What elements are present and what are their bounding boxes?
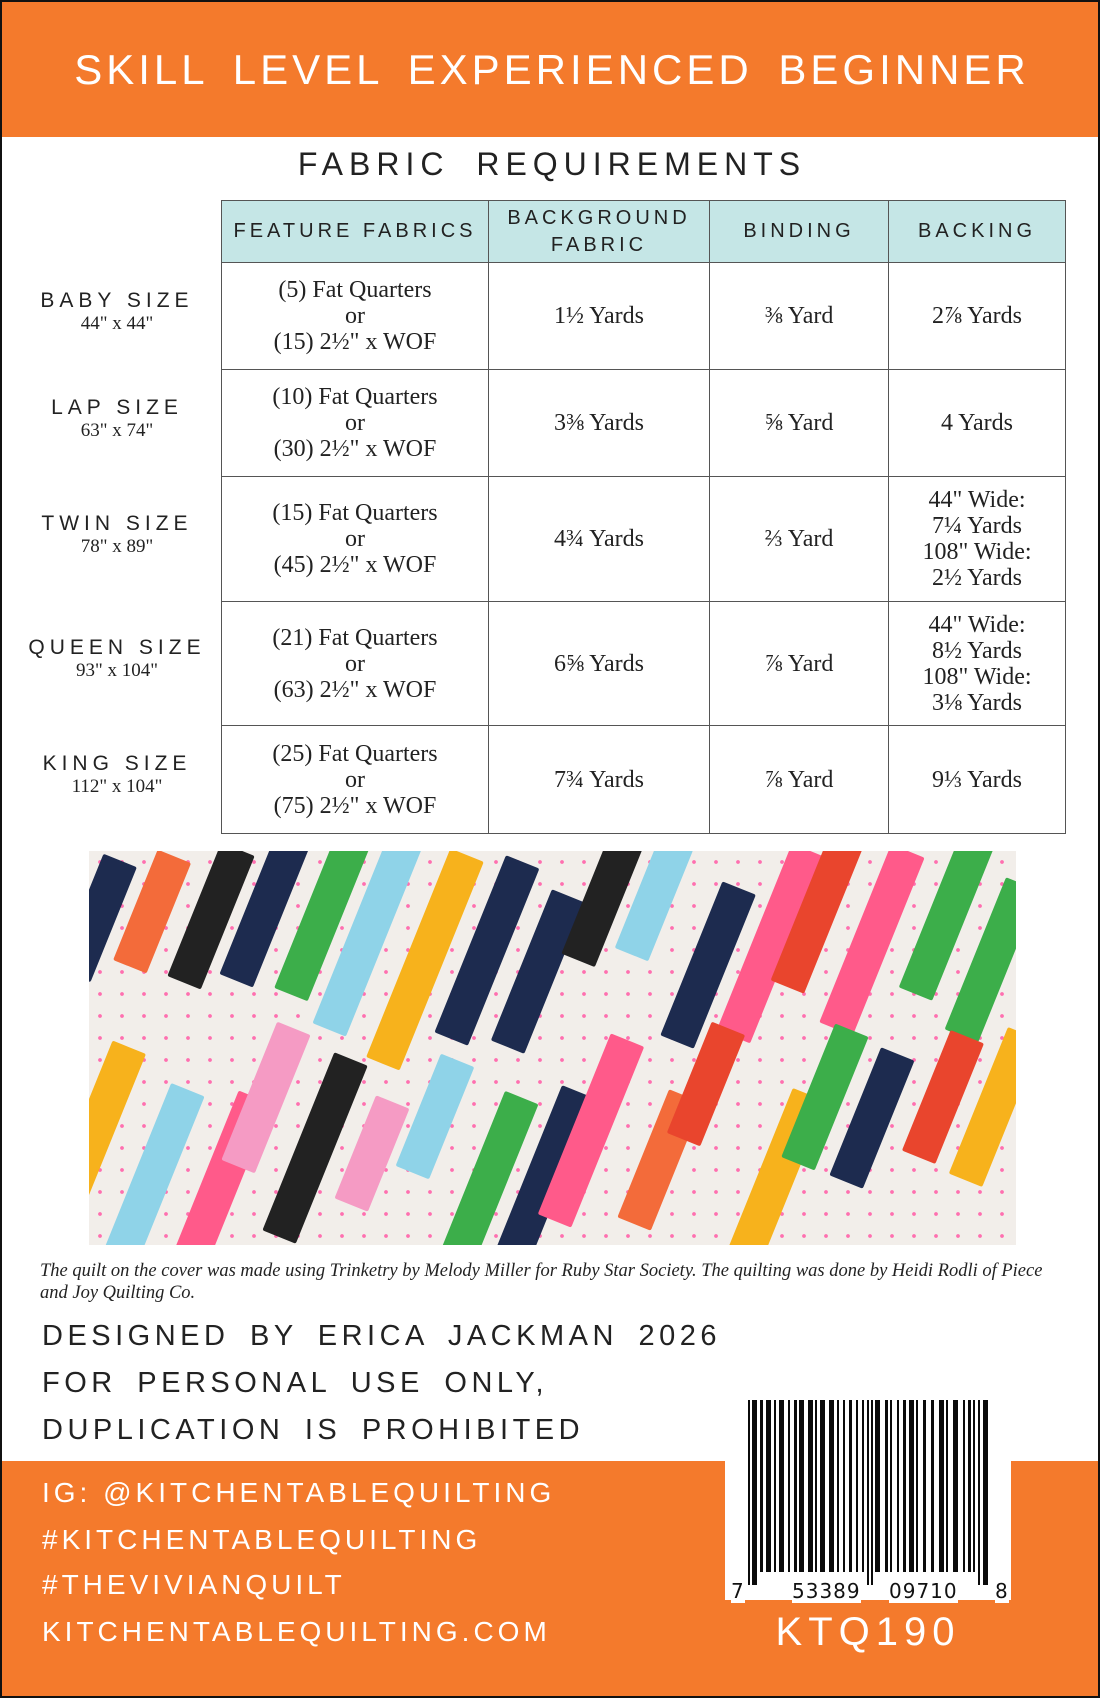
fabric-caption: The quilt on the cover was made using Trinketry by Melody Miller for Ruby Star Society. The quilting was done by Heidi Rodli of Piece and Joy Quilting Co. bbox=[40, 1261, 1043, 1303]
size-label bbox=[22, 752, 212, 798]
feature-line: or bbox=[345, 410, 365, 436]
barcode-bar bbox=[875, 1400, 880, 1572]
size-name: TWIN SIZE bbox=[41, 511, 193, 535]
quilt-photo bbox=[89, 851, 1016, 1245]
backing-cell bbox=[889, 726, 1066, 834]
backing-cell bbox=[889, 602, 1066, 726]
binding-cell: ⅜ Yard bbox=[710, 263, 889, 370]
barcode-bar bbox=[871, 1400, 873, 1585]
barcode-bar bbox=[779, 1400, 784, 1572]
duplication-notice: DUPLICATION IS PROHIBITED bbox=[42, 1414, 585, 1446]
binding-cell: ⅔ Yard bbox=[710, 477, 889, 602]
binding-cell: ⅝ Yard bbox=[710, 370, 889, 477]
backing-cell bbox=[889, 263, 1066, 370]
barcode-bar bbox=[890, 1400, 892, 1572]
barcode-bar bbox=[903, 1400, 906, 1572]
barcode-digits-right: 09710 bbox=[889, 1579, 958, 1603]
barcode-bar bbox=[760, 1400, 763, 1572]
feature-line: (63) 2½" x WOF bbox=[273, 676, 437, 703]
barcode-bar bbox=[885, 1400, 888, 1572]
barcode-bar bbox=[923, 1400, 926, 1572]
barcode-bars bbox=[748, 1400, 993, 1585]
size-label bbox=[22, 396, 212, 442]
barcode-bar bbox=[931, 1400, 934, 1572]
barcode-bar bbox=[897, 1400, 899, 1572]
size-dimensions: 93" x 104" bbox=[75, 660, 158, 681]
personal-use-notice: FOR PERSONAL USE ONLY, bbox=[42, 1367, 549, 1399]
backing-line: 44" Wide: bbox=[928, 487, 1026, 513]
barcode-bar bbox=[867, 1400, 869, 1585]
barcode-bar bbox=[808, 1400, 813, 1572]
table-row bbox=[222, 726, 1066, 834]
barcode-bar bbox=[973, 1400, 975, 1572]
barcode-bar bbox=[978, 1400, 980, 1585]
backing-line: 44" Wide: bbox=[928, 611, 1026, 638]
column-header: BACKGROUND FABRIC bbox=[489, 201, 710, 263]
barcode-bar bbox=[788, 1400, 790, 1572]
feature-line: or bbox=[345, 650, 365, 677]
feature-line: (10) Fat Quarters bbox=[272, 384, 438, 410]
size-name: BABY SIZE bbox=[40, 288, 194, 312]
backing-cell bbox=[889, 477, 1066, 602]
fabric-requirements-title: FABRIC REQUIREMENTS bbox=[297, 146, 807, 182]
skill-level-banner bbox=[2, 2, 1100, 137]
background-fabric-cell: 4¾ Yards bbox=[489, 477, 710, 602]
background-fabric-cell: 1½ Yards bbox=[489, 263, 710, 370]
column-header: FEATURE FABRICS bbox=[222, 201, 489, 263]
feature-fabrics-cell bbox=[222, 477, 489, 602]
skill-level-text: SKILL LEVEL EXPERIENCED BEGINNER bbox=[74, 45, 1030, 93]
quilt-fabric-strip bbox=[395, 1054, 474, 1179]
feature-line: (15) Fat Quarters bbox=[272, 500, 438, 526]
pattern-sku: KTQ190 bbox=[775, 1610, 961, 1654]
size-dimensions: 112" x 104" bbox=[71, 776, 163, 797]
backing-line: 7¼ Yards bbox=[931, 513, 1023, 539]
column-header: BACKING bbox=[889, 201, 1066, 263]
barcode-bar bbox=[799, 1400, 804, 1572]
barcode-bar bbox=[752, 1400, 757, 1585]
fabric-requirements-table bbox=[221, 200, 1066, 834]
feature-fabrics-cell bbox=[222, 370, 489, 477]
barcode-bar bbox=[794, 1400, 797, 1572]
backing-line: 2⅞ Yards bbox=[931, 303, 1023, 329]
size-name: KING SIZE bbox=[42, 752, 192, 775]
feature-fabrics-cell bbox=[222, 602, 489, 726]
feature-line: (45) 2½" x WOF bbox=[273, 552, 437, 578]
table-row bbox=[222, 370, 1066, 477]
barcode-bar bbox=[774, 1400, 776, 1572]
size-name: QUEEN SIZE bbox=[28, 636, 206, 659]
size-label bbox=[22, 636, 212, 682]
feature-line: (5) Fat Quarters bbox=[278, 277, 432, 303]
instagram-handle: IG: @KITCHENTABLEQUILTING bbox=[42, 1477, 556, 1508]
barcode-digits-left: 53389 bbox=[792, 1579, 861, 1603]
barcode-bar bbox=[968, 1400, 971, 1572]
barcode-bar bbox=[748, 1400, 750, 1585]
hashtag-thevivianquilt: #THEVIVIANQUILT bbox=[42, 1569, 346, 1600]
barcode-bar bbox=[983, 1400, 988, 1585]
designer-credit: DESIGNED BY ERICA JACKMAN 2026 bbox=[42, 1320, 721, 1352]
backing-cell bbox=[889, 370, 1066, 477]
barcode-bar bbox=[939, 1400, 944, 1572]
background-fabric-cell: 6⅝ Yards bbox=[489, 602, 710, 726]
size-label bbox=[22, 289, 212, 335]
barcode-bar bbox=[829, 1400, 834, 1572]
size-name: LAP SIZE bbox=[51, 395, 183, 419]
barcode-bar bbox=[953, 1400, 958, 1572]
barcode-bar bbox=[820, 1400, 825, 1572]
barcode-bar bbox=[916, 1400, 918, 1572]
binding-cell: ⅞ Yard bbox=[710, 726, 889, 834]
barcode-bar bbox=[862, 1400, 864, 1572]
website-link[interactable]: KITCHENTABLEQUILTING.COM bbox=[42, 1616, 551, 1647]
feature-line: (15) 2½" x WOF bbox=[273, 329, 437, 355]
table-row bbox=[222, 263, 1066, 370]
binding-cell: ⅞ Yard bbox=[710, 602, 889, 726]
hashtag-kitchentablequilting: #KITCHENTABLEQUILTING bbox=[42, 1524, 482, 1555]
barcode-bar bbox=[946, 1400, 948, 1572]
feature-fabrics-cell bbox=[222, 263, 489, 370]
backing-line: 2½ Yards bbox=[931, 565, 1023, 591]
feature-line: or bbox=[345, 766, 365, 793]
barcode-bar bbox=[849, 1400, 852, 1572]
barcode-bar bbox=[843, 1400, 845, 1572]
barcode-bar bbox=[909, 1400, 914, 1572]
barcode-bar bbox=[815, 1400, 817, 1572]
feature-fabrics-cell bbox=[222, 726, 489, 834]
backing-line: 4 Yards bbox=[940, 410, 1014, 436]
feature-line: or bbox=[345, 526, 365, 552]
feature-line: (21) Fat Quarters bbox=[272, 624, 438, 651]
feature-line: or bbox=[345, 303, 365, 329]
backing-line: 8½ Yards bbox=[931, 637, 1023, 664]
backing-line: 9⅓ Yards bbox=[931, 766, 1023, 793]
feature-line: (25) Fat Quarters bbox=[272, 740, 438, 767]
size-dimensions: 44" x 44" bbox=[80, 312, 154, 334]
backing-line: 108" Wide: bbox=[922, 663, 1032, 690]
backing-line: 108" Wide: bbox=[922, 539, 1032, 565]
size-dimensions: 78" x 89" bbox=[80, 535, 154, 557]
size-label bbox=[22, 512, 212, 558]
barcode-bar bbox=[856, 1400, 858, 1572]
size-dimensions: 63" x 74" bbox=[80, 419, 154, 441]
table-row bbox=[222, 477, 1066, 602]
feature-line: (30) 2½" x WOF bbox=[273, 436, 437, 462]
feature-line: (75) 2½" x WOF bbox=[273, 792, 437, 819]
barcode-digit-prefix: 7 bbox=[731, 1579, 745, 1603]
background-fabric-cell: 7¾ Yards bbox=[489, 726, 710, 834]
table-row bbox=[222, 602, 1066, 726]
backing-line: 3⅛ Yards bbox=[931, 689, 1023, 716]
barcode-digit-check: 8 bbox=[995, 1579, 1009, 1603]
barcode-bar bbox=[963, 1400, 965, 1572]
barcode-bar bbox=[766, 1400, 771, 1572]
background-fabric-cell: 3⅜ Yards bbox=[489, 370, 710, 477]
barcode-bar bbox=[837, 1400, 839, 1572]
column-header: BINDING bbox=[710, 201, 889, 263]
barcode bbox=[725, 1394, 1011, 1603]
